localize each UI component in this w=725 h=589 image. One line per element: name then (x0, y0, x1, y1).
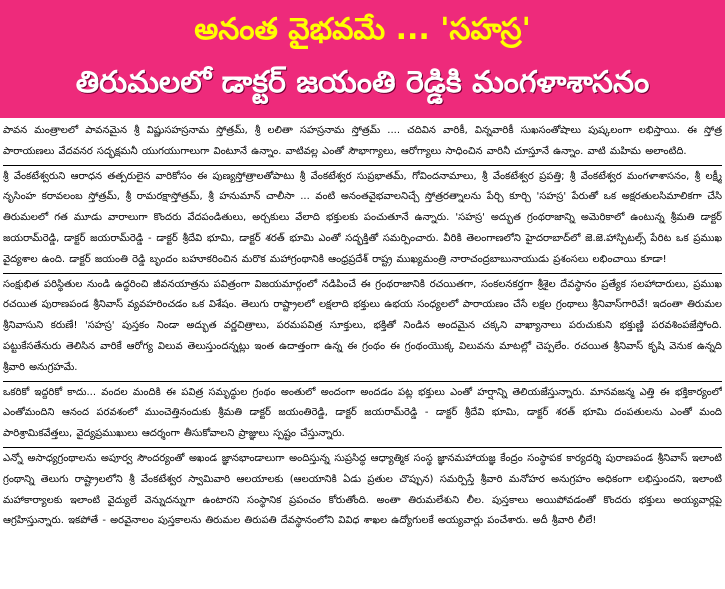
article-paragraph-2: శ్రీ వేంకటేశ్వరుని ఆరాధన తత్పరులైన వారికోసం ఈ పుణ్యస్తోత్రాలతోపాటు శ్రీ వేంకటేశ్వర సుప్రభాతమ్, గోవిందనామాలు, శ్రీ వేంకటేశ్వర ప్రపత్తి; శ్రీ వేంకటేశ్వర మంగళాశాసనం, శ్రీ లక్ష్మీ నృసింహ కరావలంబ స్తోత్రమ్, శ్రీ రామరక్షాస్తోత్రమ్, శ్రీ హనుమాన్ చాలీసా ... వంటి అనంతవైభవాలనిచ్చే స్తోత్రరత్నాలను పేర్చి కూర్చి 'సహస్ర' పేరుతో ఒక అక్షరతులసిమాలికగా చేసి తిరుమలలో గత మూడు వారాలుగా కొందరు వేదపండితులు, అర్చకులు వేలాది భక్తులకు పంచుతూనే ఉన్నారు. 'సహస్ర' అద్భుత గ్రంథరాజాన్ని అమెరికాలో ఉంటున్న శ్రీమతి డాక్టర్ జయరామ్‌రెడ్డి, డాక్టర్ జయరామ్‌రెడ్డి - డాక్టర్ శ్రీదేవి భూమి, డాక్టర్ శరత్ భూమి ఎంతో సద్భక్తితో సమర్పించారు. వీరికి తెలంగాణలోని హైదరాబాద్‌లో జె.జె.హాస్పిటల్స్ పేరిట ఒక ప్రముఖ వైద్యశాల ఉంది. డాక్టర్ జయంతి రెడ్డి బృందం బహూకరించిన మరొక మహాగ్రంథానికి ఆంధ్రప్రదేశ్ రాష్ట్ర ముఖ్యమంత్రి నారాచంద్రబాబునాయుడు ప్రశంసలు లభించాయి కూడా! (3, 166, 722, 274)
header-banner (0, 0, 725, 118)
article-paragraph-1: పావన మంత్రాలలో పావనమైన శ్రీ విష్ణుసహస్రనామ స్తోత్రమ్, శ్రీ లలితా సహస్రనామ స్తోత్రమ్ .... చదివిన వారికీ, విన్నవారికీ సుఖసంతోషాలు పుష్కలంగా లభిస్తాయి. ఈ స్తోత్ర పారాయణలు వేదవనర సద్భక్షమనీ యుగయుగాలుగా వింటూనే ఉన్నాం. వాటివల్ల ఎంతో సౌభాగ్యాలు, ఆరోగ్యాలు సాధించిన వారినీ చూస్తూనే ఉన్నాం. వాటి మహిమ అలాంటిది. (3, 120, 722, 166)
headline-primary: అనంత వైభవమే ... 'సహస్ర' (194, 12, 531, 47)
article-paragraph-4: ఒకరికో ఇద్దరికో కాదు... వందల మందికి ఈ పవిత్ర సమృద్ధుల గ్రంథం అంతులో అందంగా అందడం పట్ల భక్తులు ఎంతో హర్షాన్ని తెలియజేస్తున్నారు. మానవజన్మ ఎత్తి ఈ భక్తికార్యంలో ఎంతోమందిని ఆనంద పరవశంలో ముంచెత్తినందుకు శ్రీమతి డాక్టర్ జయంతిరెడ్డి, డాక్టర్ జయరామ్‌రెడ్డి - డాక్టర్ శ్రీదేవి భూమి, డాక్టర్ శరత్ భూమి దంపతులను ఎంతో మంది పారిశ్రామికవేత్తలు, వైద్యప్రముఖులు ఆదర్శంగా తీసుకోవాలని ప్రాజ్ఞులు స్పష్టం చేస్తున్నారు. (3, 382, 722, 448)
article-paragraph-3: సంక్షుభిత పరిస్థితుల నుండి ఉద్ధరించి జీవనయాత్రను పవిత్రంగా విజయమార్గంలో నడిపించే ఈ గ్రంథరాజానికి రచయితగా, సంకలనకర్తగా శ్రీశైల దేవస్థానం ప్రత్యేక సలహాదారులు, ప్రముఖ రచయిత పురాణపండ శ్రీనివాస్ వ్యవహరించడం ఒక విశేషం. తెలుగు రాష్ట్రాలలో లక్షలాది భక్తులు ఉభయ సంధ్యలలో పారాయణం చేసే లక్షల గ్రంథాలు శ్రీనివాస్‌గారివే! ఇదంతా తిరుమల శ్రీనివాసుని కరుణే! 'సహస్ర' పుస్తకం నిండా అద్భుత వర్ణచిత్రాలు, పరమపవిత్ర సూక్తులు, భక్తితో నిండిన అందమైన చక్కని వాఖ్యానాలు పరుచుకుని భక్తుణ్ణి పరవశింపజేస్తోంది. పట్టుకేసతేనురు తెలిసిన వారికే ఆరోగ్య విలువ తెలుస్తుందన్నట్లు ఇంత ఉదాత్తంగా ఉన్న ఈ గ్రంథం ఈ గ్రంథంయొక్క విలువను మాటల్లో చెప్పలేం. రచయిత శ్రీనివాస్ కృషి వెనుక ఉన్నది శ్రీవారి అనుగ్రహమే. (3, 274, 722, 382)
article-body (3, 120, 722, 587)
headline-secondary: తిరుమలలో డాక్టర్ జయంతి రెడ్డికి మంగళాశాసనం (75, 65, 650, 100)
article-paragraph-5: ఎన్నో అసాధ్యగ్రంథాలను అపూర్వ సౌందర్యంతో అఖండ జ్ఞానభాండాలుగా అందిస్తున్న సుప్రసిద్ధ ఆధ్యాత్మిక సంస్థ జ్ఞానమహాయజ్ఞ కేంద్రం సంస్థాపక కార్యదర్శి పురాణపండ శ్రీనివాస్ ఇలాంటి గ్రంథాన్ని తెలుగు రాష్ట్రాలలోని శ్రీ వేంకటేశ్వర స్వామివారి ఆలయాలకు (ఆలయానికి ఏడు ప్రతుల చొప్పున) సమర్పిస్తే శ్రీవారి మనోహర అనుగ్రహం అధికంగా లభిస్తుందని, ఇలాంటి మహాకార్యాలకు ఇలాంటి వైద్యులే వెన్నుదన్నుగా ఉంటారని సంస్థానిక ప్రపంచం కోరుతోంది. అంతా తిరుమలేశుని లీల. పుస్తకాలు అయిపోవడంతో కొందరు భక్తులు అయ్యవార్లపై ఆగ్రహిస్తున్నారు. ఇకపోతే - అరవైనాలం పుస్తకాలను తిరుమల తిరుపతి దేవస్థానంలోని వివిధ శాఖల ఉద్యోగులకే అయ్యవార్లు పంచేశారు. అదీ శ్రీవారి లీలే! (3, 452, 722, 527)
